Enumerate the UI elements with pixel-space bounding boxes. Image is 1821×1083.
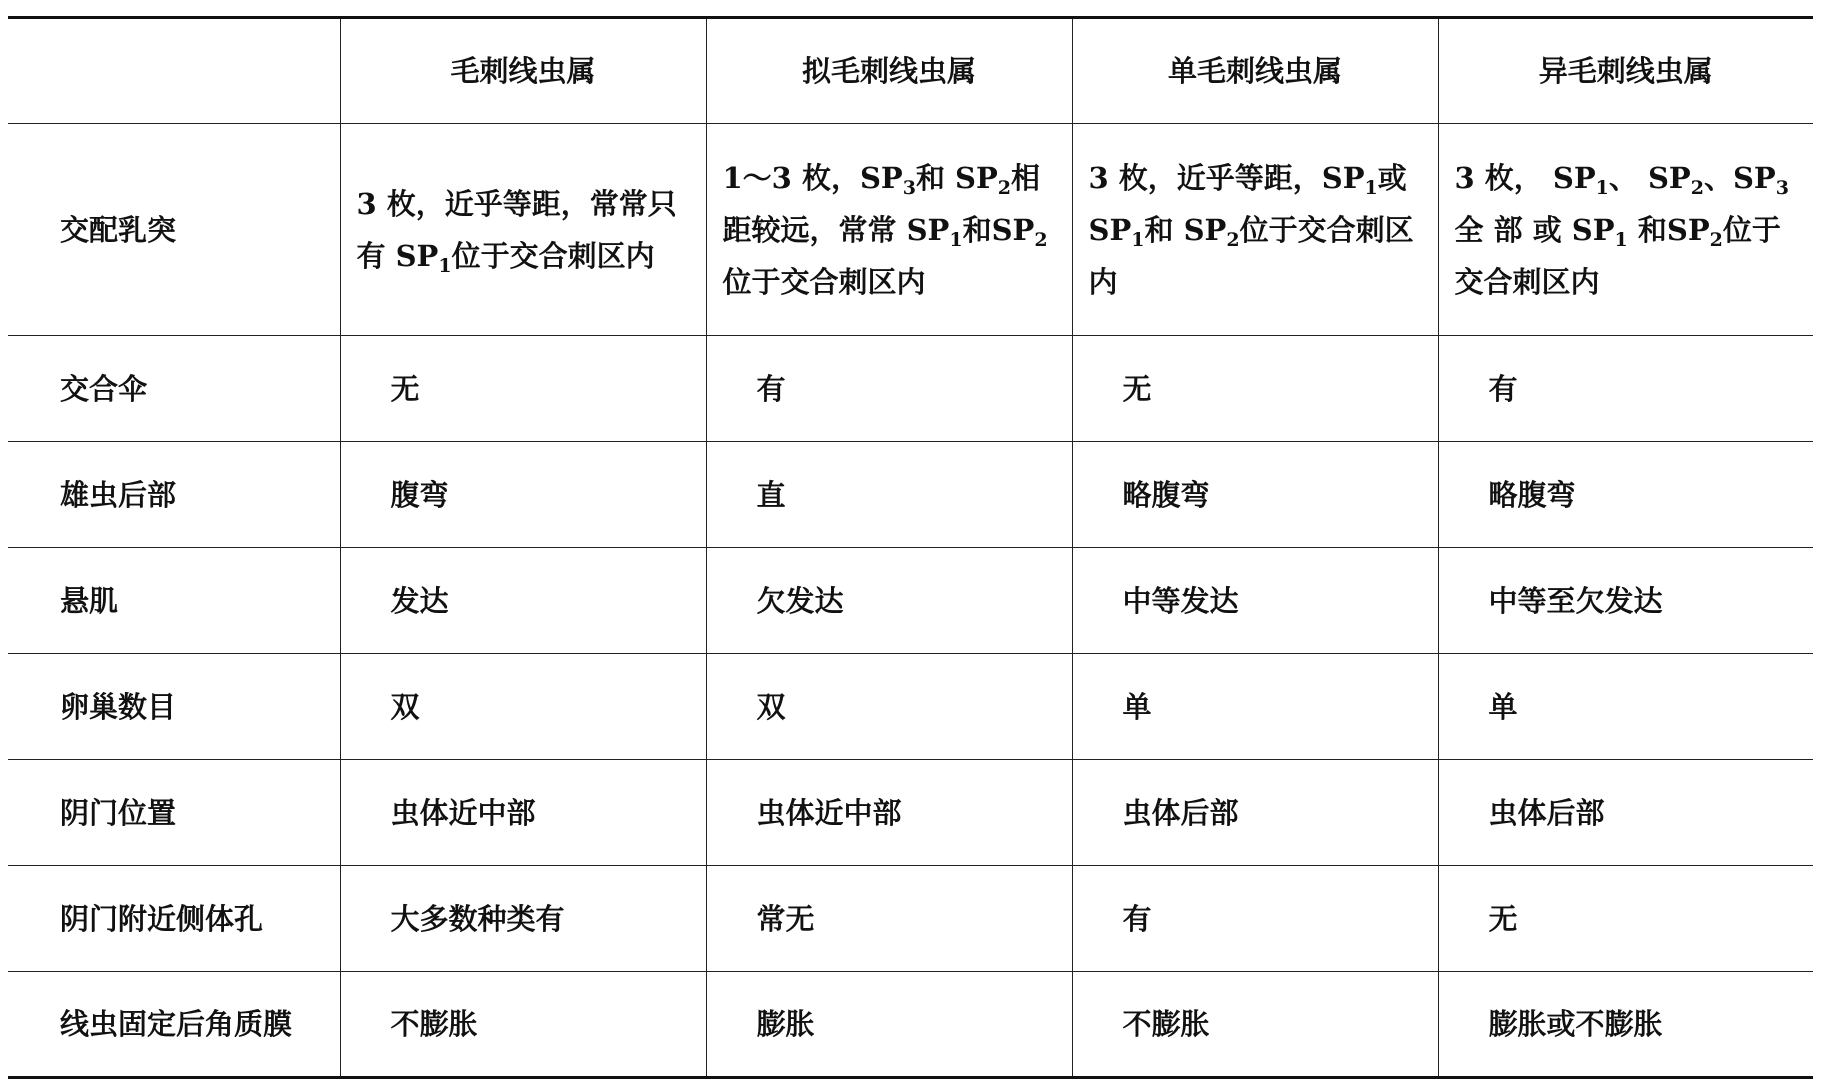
table-cell: 发达	[340, 548, 706, 654]
cell-text: 或 SP	[1088, 160, 1407, 247]
cell-text: 、 SP	[1608, 160, 1691, 195]
table-cell: 略腹弯	[1438, 442, 1813, 548]
header-genus-trichodorus: 毛刺线虫属	[340, 18, 706, 124]
table-cell: 略腹弯	[1072, 442, 1438, 548]
cell-text: 相距较远，常常 SP	[722, 160, 1041, 247]
row-label: 交合伞	[8, 336, 340, 442]
subscript-index: 1	[1595, 176, 1609, 199]
row-label: 线虫固定后角质膜	[8, 972, 340, 1078]
table-cell	[706, 124, 1072, 336]
header-corner-cell	[8, 18, 340, 124]
subscript-index: 1	[438, 254, 452, 277]
subscript-index: 1	[1364, 176, 1378, 199]
table-cell: 膨胀或不膨胀	[1438, 972, 1813, 1078]
table-row	[8, 972, 1813, 1078]
table-cell: 单	[1438, 654, 1813, 760]
table-row	[8, 654, 1813, 760]
table-cell: 大多数种类有	[340, 866, 706, 972]
row-label: 阴门附近侧体孔	[8, 866, 340, 972]
row-label: 交配乳突	[8, 124, 340, 336]
table-cell: 无	[1438, 866, 1813, 972]
cell-text: 1～3 枚，SP	[722, 160, 903, 195]
cell-text: 位于交合刺区内	[1088, 212, 1414, 299]
subscript-index: 2	[1690, 176, 1704, 199]
cell-text: 、SP	[1703, 160, 1776, 195]
header-row	[8, 18, 1813, 124]
table-row	[8, 442, 1813, 548]
subscript-index: 1	[1131, 228, 1145, 251]
table-cell: 有	[1072, 866, 1438, 972]
table-cell: 有	[1438, 336, 1813, 442]
cell-text: 和 SP	[915, 160, 998, 195]
table-cell: 腹弯	[340, 442, 706, 548]
table-row	[8, 760, 1813, 866]
subscript-index: 1	[1614, 228, 1628, 251]
table-cell: 虫体近中部	[340, 760, 706, 866]
cell-text: 和SP	[962, 212, 1035, 247]
subscript-index: 3	[1775, 176, 1789, 199]
cell-text: 3 枚，近乎等距，SP	[1088, 160, 1365, 195]
table-cell: 直	[706, 442, 1072, 548]
table-cell: 有	[706, 336, 1072, 442]
table-row	[8, 124, 1813, 336]
table-cell: 膨胀	[706, 972, 1072, 1078]
table-cell: 无	[1072, 336, 1438, 442]
row-label: 阴门位置	[8, 760, 340, 866]
header-genus-allotrichodorus: 异毛刺线虫属	[1438, 18, 1813, 124]
table-cell: 不膨胀	[340, 972, 706, 1078]
cell-text: 全 部 或 SP	[1454, 212, 1615, 247]
cell-text: 位于交合刺区内	[451, 238, 655, 273]
row-label: 雄虫后部	[8, 442, 340, 548]
table-cell: 双	[706, 654, 1072, 760]
cell-text: 和SP	[1627, 212, 1710, 247]
genus-comparison-table	[8, 16, 1813, 1079]
table-cell: 中等发达	[1072, 548, 1438, 654]
subscript-index: 2	[1034, 228, 1048, 251]
row-label: 卵巢数目	[8, 654, 340, 760]
subscript-index: 3	[902, 176, 916, 199]
subscript-index: 2	[1226, 228, 1240, 251]
table-cell: 不膨胀	[1072, 972, 1438, 1078]
table-cell	[1438, 124, 1813, 336]
cell-text: 和 SP	[1144, 212, 1227, 247]
table-cell: 虫体近中部	[706, 760, 1072, 866]
header-genus-monotrichodorus: 单毛刺线虫属	[1072, 18, 1438, 124]
table-cell: 欠发达	[706, 548, 1072, 654]
table-cell: 虫体后部	[1438, 760, 1813, 866]
subscript-index: 2	[997, 176, 1012, 199]
cell-text: 位于交合刺区内	[1454, 212, 1781, 299]
cell-text: 位于交合刺区内	[722, 264, 926, 299]
comparison-table-container	[8, 16, 1813, 1079]
header-genus-paratrichodorus: 拟毛刺线虫属	[706, 18, 1072, 124]
subscript-index: 2	[1709, 228, 1723, 251]
table-cell: 常无	[706, 866, 1072, 972]
table-cell	[340, 124, 706, 336]
subscript-index: 1	[949, 228, 963, 251]
table-row	[8, 548, 1813, 654]
cell-text: 3 枚， SP	[1454, 160, 1596, 195]
table-row	[8, 336, 1813, 442]
table-cell: 双	[340, 654, 706, 760]
table-cell	[1072, 124, 1438, 336]
table-cell: 单	[1072, 654, 1438, 760]
table-cell: 中等至欠发达	[1438, 548, 1813, 654]
table-row	[8, 866, 1813, 972]
table-cell: 虫体后部	[1072, 760, 1438, 866]
cell-text: 3 枚，近乎等距，常常只有 SP	[356, 186, 677, 273]
row-label: 悬肌	[8, 548, 340, 654]
table-cell: 无	[340, 336, 706, 442]
